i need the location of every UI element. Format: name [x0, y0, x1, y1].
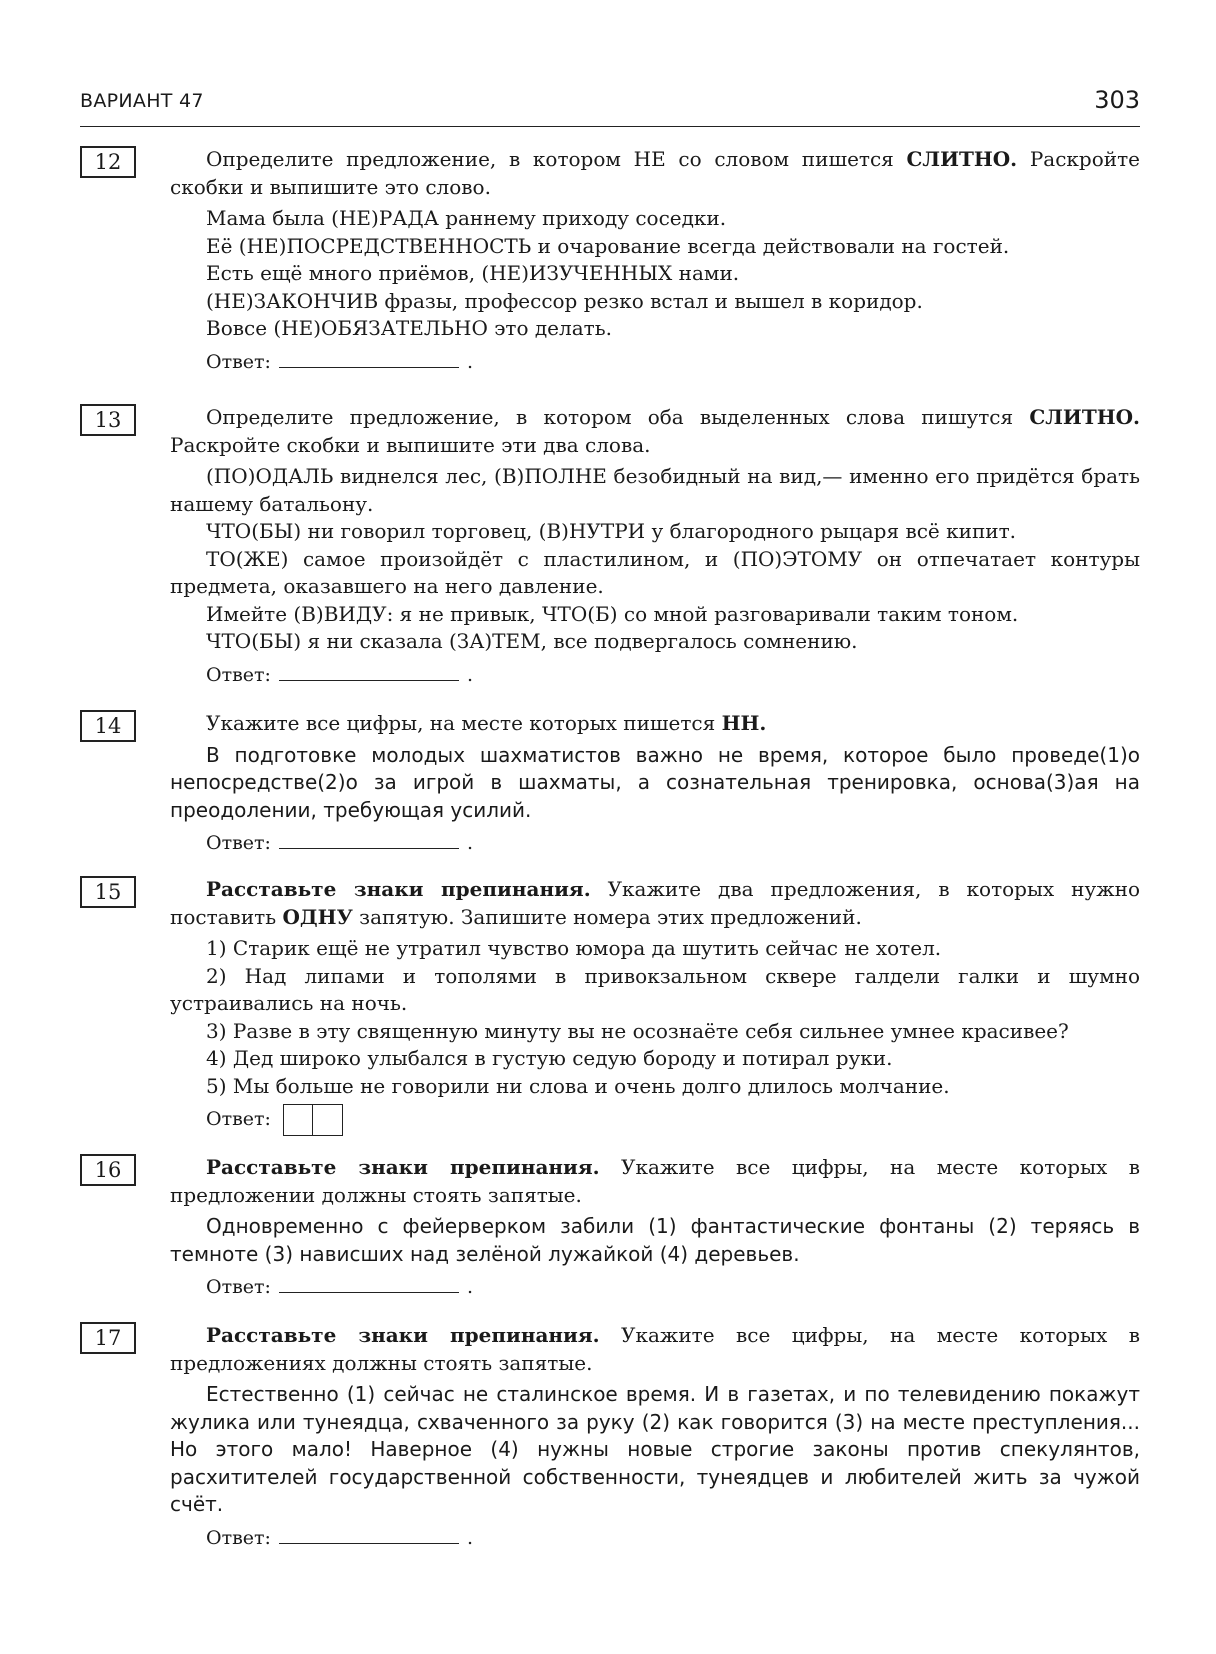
answer-boxes[interactable] — [283, 1104, 343, 1136]
task-text: Одновременно с фейерверком забили (1) фантастические фонтаны (2) теряясь в темноте (3) нависших над зелёной лужайкой (4) деревьев. — [170, 1214, 1140, 1266]
task-17 — [80, 1322, 1140, 1553]
page-header — [80, 86, 1140, 127]
task-text: В подготовке молодых шахматистов важно не время, которое было проведе(1)о непосредстве(2)о за игрой в шахматы, а сознательная тренировка, основа(3)ая на преодолении, требующая усилий. — [170, 742, 1140, 822]
answer-field[interactable]: Ответ: . — [206, 1276, 473, 1298]
task-number: 17 — [80, 1322, 136, 1354]
task-16 — [80, 1154, 1140, 1302]
sentence: ЧТО(БЫ) я ни сказала (ЗА)ТЕМ, все подвергалось сомнению. — [206, 629, 858, 653]
variant-title: ВАРИАНТ 47 — [80, 90, 204, 112]
task-number: 12 — [80, 146, 136, 178]
task-number: 16 — [80, 1154, 136, 1186]
answer-field[interactable]: Ответ: . — [206, 1526, 473, 1549]
sentence: ЧТО(БЫ) ни говорил торговец, (В)НУТРИ у благородного рыцаря всё кипит. — [206, 519, 1017, 543]
sentence: Вовсе (НЕ)ОБЯЗАТЕЛЬНО это делать. — [206, 316, 612, 340]
task-13 — [80, 404, 1140, 690]
page-number: 303 — [1094, 86, 1140, 114]
answer-field[interactable]: Ответ: . — [206, 663, 473, 686]
task-number: 15 — [80, 876, 136, 908]
sentence: (ПО)ОДАЛЬ виднелся лес, (В)ПОЛНЕ безобидный на вид,— именно его придётся брать нашему батальону. — [170, 464, 1140, 516]
task-14 — [80, 710, 1140, 858]
sentence: 2) Над липами и тополями в привокзальном сквере галдели галки и шумно устраивались на ночь. — [170, 963, 1140, 1015]
sentence: (НЕ)ЗАКОНЧИВ фразы, профессор резко встал и вышел в коридор. — [206, 288, 923, 313]
task-question: Укажите все цифры, на месте которых пишется НН. — [206, 711, 767, 735]
task-text: Естественно (1) сейчас не сталинское время. И в газетах, и по телевидению покажут жулика или тунеядца, схваченного за руку (2) как говорится (3) на месте преступления... Но этого мало! Наверное (4) нужны новые строгие законы против спекулянтов, расхитителей государственной собственности, тунеядцев и любителей жить за чужой счёт. — [170, 1382, 1140, 1516]
sentence: Имейте (В)ВИДУ: я не привык, ЧТО(Б) со мной разговаривали таким тоном. — [206, 601, 1019, 626]
task-question: Расставьте знаки препинания. Укажите все цифры, на месте которых в предложении должны стоять запятые. — [170, 1155, 1140, 1207]
task-question: Определите предложение, в котором НЕ со словом пишется СЛИТНО. Раскройте скобки и выпишите это слово. — [170, 147, 1141, 199]
answer-field[interactable]: Ответ: . — [206, 350, 473, 373]
sentence: 1) Старик ещё не утратил чувство юмора да шутить сейчас не хотел. — [206, 936, 942, 960]
task-number: 14 — [80, 710, 136, 742]
sentence: Мама была (НЕ)РАДА раннему приходу соседки. — [206, 206, 727, 230]
task-question: Расставьте знаки препинания. Укажите все цифры, на месте которых в предложениях должны стоять запятые. — [170, 1323, 1140, 1375]
answer-field[interactable]: Ответ: — [206, 1104, 1140, 1136]
task-question: Расставьте знаки препинания. Укажите два предложения, в которых нужно поставить ОДНУ запятую. Запишите номера этих предложений. — [170, 877, 1140, 929]
task-number: 13 — [80, 404, 136, 436]
task-15 — [80, 876, 1140, 1136]
sentence: 3) Разве в эту священную минуту вы не осознаёте себя сильнее умнее красивее? — [206, 1018, 1069, 1043]
sentence: Её (НЕ)ПОСРЕДСТВЕННОСТЬ и очарование всегда действовали на гостей. — [206, 233, 1010, 258]
task-question: Определите предложение, в котором оба выделенных слова пишутся СЛИТНО. Раскройте скобки и выпишите эти два слова. — [170, 405, 1140, 457]
sentence: ТО(ЖЕ) самое произойдёт с пластилином, и (ПО)ЭТОМУ он отпечатает контуры предмета, оказавшего на него давление. — [170, 546, 1140, 598]
task-12 — [80, 146, 1140, 377]
sentence: 4) Дед широко улыбался в густую седую бороду и потирал руки. — [206, 1046, 893, 1070]
sentence: Есть ещё много приёмов, (НЕ)ИЗУЧЕННЫХ нами. — [206, 261, 740, 285]
sentence: 5) Мы больше не говорили ни слова и очень долго длилось молчание. — [206, 1073, 950, 1098]
answer-field[interactable]: Ответ: . — [206, 832, 473, 854]
